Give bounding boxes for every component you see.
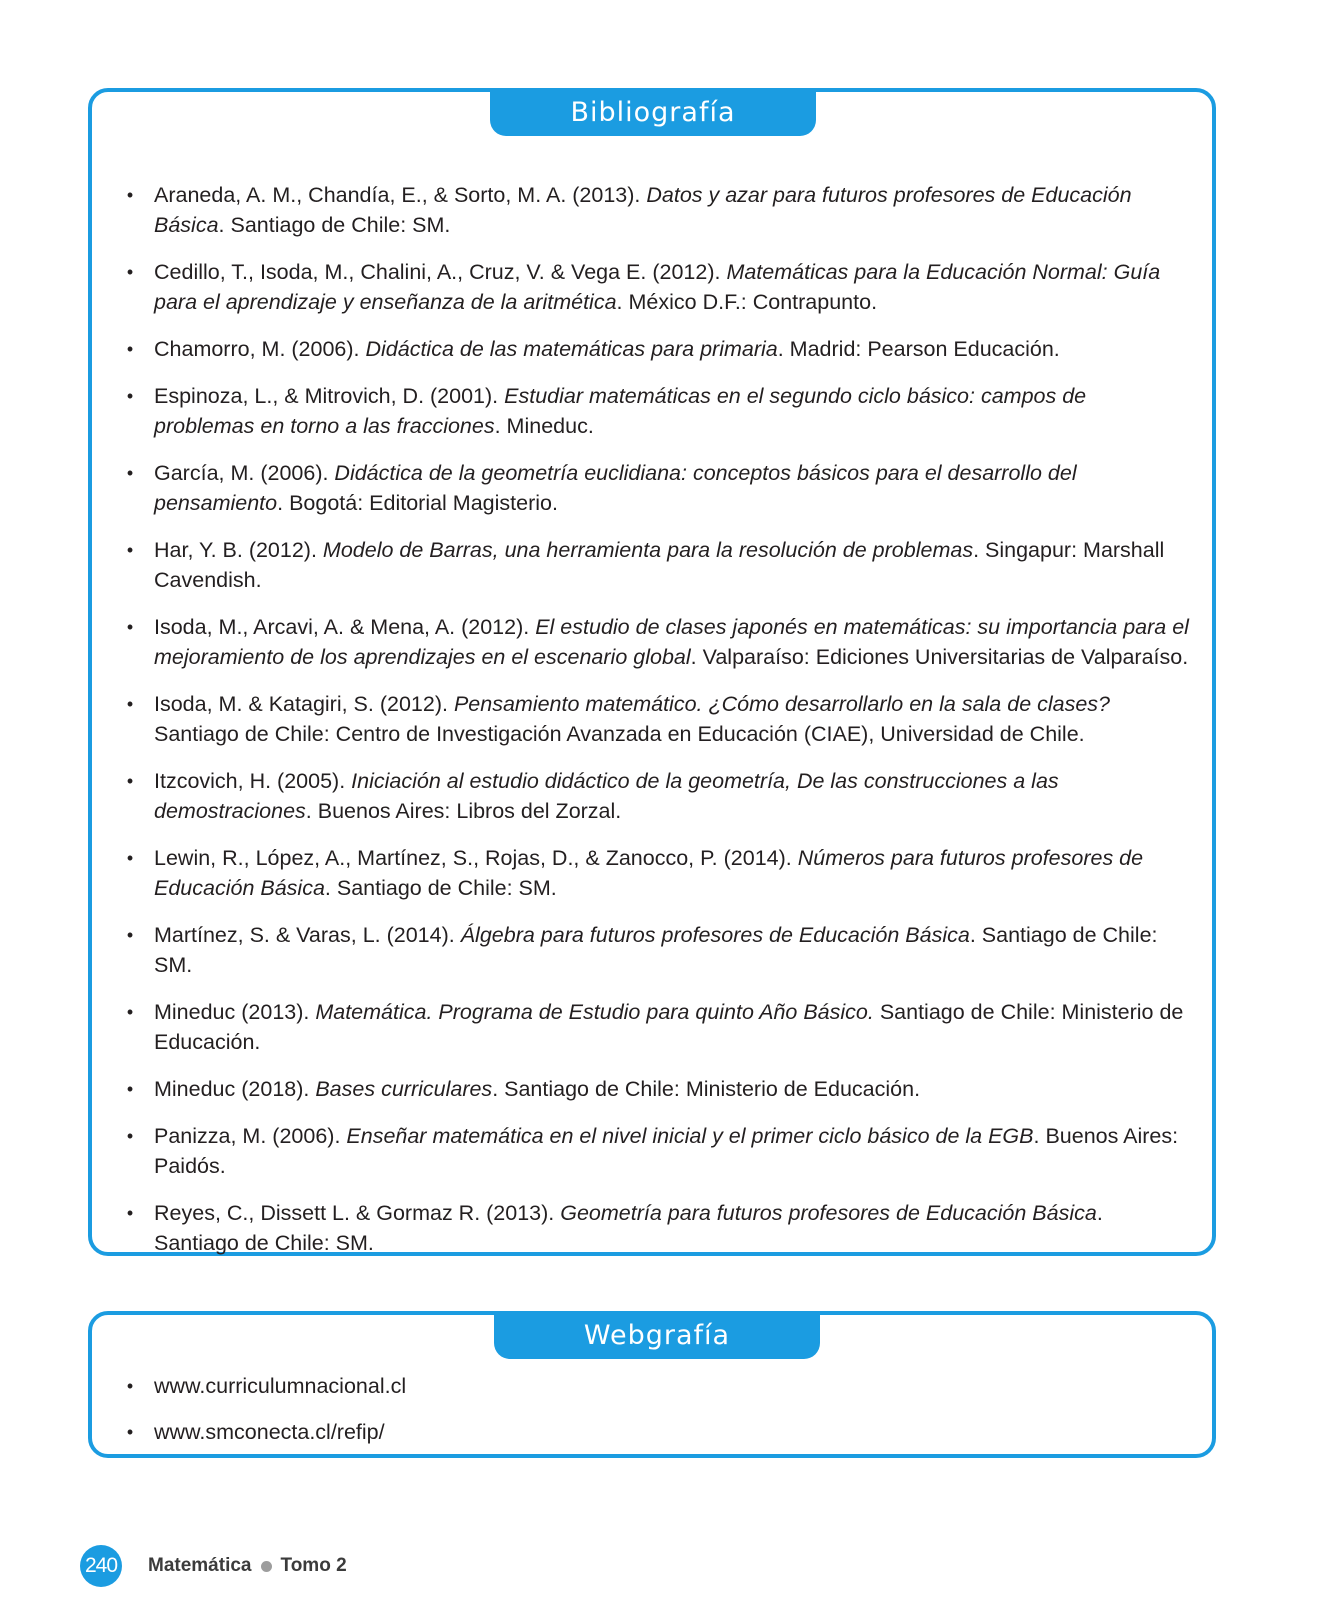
- bibliography-item: [120, 381, 1190, 441]
- reference-publisher: Santiago de Chile: Centro de Investigación Avanzada en Educación (CIAE), Universidad de Chile.: [154, 722, 1085, 746]
- page-number: 240: [80, 1545, 122, 1587]
- webography-title: Webgrafía: [494, 1311, 820, 1359]
- bibliography-item: [120, 766, 1190, 826]
- reference-authors: Espinoza, L., & Mitrovich, D. (2001).: [154, 384, 505, 408]
- reference-publisher: . Santiago de Chile: SM.: [218, 213, 451, 237]
- website-link[interactable]: www.curriculumnacional.cl: [154, 1374, 407, 1398]
- bibliography-section: [88, 88, 1216, 1256]
- bibliography-item: [120, 334, 1190, 364]
- separator-dot-icon: [261, 1561, 272, 1572]
- reference-publisher: . Buenos Aires: Libros del Zorzal.: [305, 799, 622, 823]
- bibliography-item: [120, 843, 1190, 903]
- bullet-icon: •: [126, 262, 134, 282]
- bibliography-title: Bibliografía: [490, 88, 816, 136]
- reference-publisher: . Valparaíso: Ediciones Universitarias de Valparaíso.: [690, 645, 1189, 669]
- bibliography-item: [120, 920, 1190, 980]
- bullet-icon: •: [126, 1079, 134, 1099]
- bullet-icon: •: [126, 463, 134, 483]
- webography-item: [120, 1417, 1190, 1447]
- reference-authors: Mineduc (2013).: [154, 1000, 316, 1024]
- reference-authors: Itzcovich, H. (2005).: [154, 769, 352, 793]
- website-link[interactable]: www.smconecta.cl/refip/: [154, 1420, 385, 1444]
- bullet-icon: •: [126, 617, 134, 637]
- bullet-icon: •: [126, 339, 134, 359]
- reference-title: Bases curriculares: [315, 1077, 493, 1101]
- reference-authors: Lewin, R., López, A., Martínez, S., Rojas, D., & Zanocco, P. (2014).: [154, 846, 798, 870]
- reference-authors: Panizza, M. (2006).: [154, 1124, 347, 1148]
- reference-publisher: . Bogotá: Editorial Magisterio.: [277, 491, 558, 515]
- bullet-icon: •: [126, 386, 134, 406]
- reference-title: Estudiar matemáticas en el segundo ciclo básico: campos de problemas en torno a las fracciones: [154, 384, 1087, 438]
- reference-publisher: . Madrid: Pearson Educación.: [777, 337, 1060, 361]
- reference-title: Datos y azar para futuros profesores de Educación Básica: [154, 183, 1132, 237]
- webography-list: [120, 1371, 1190, 1463]
- bibliography-item: [120, 612, 1190, 672]
- bibliography-item: [120, 1198, 1190, 1258]
- bullet-icon: •: [126, 1126, 134, 1146]
- reference-authors: García, M. (2006).: [154, 461, 335, 485]
- bullet-icon: •: [126, 540, 134, 560]
- bibliography-list: [120, 180, 1190, 1275]
- bibliography-item: [120, 535, 1190, 595]
- reference-title: Matemáticas para la Educación Normal: Guía para el aprendizaje y enseñanza de la aritmética: [154, 260, 1161, 314]
- bullet-icon: •: [126, 185, 134, 205]
- reference-authors: Reyes, C., Dissett L. & Gormaz R. (2013).: [154, 1201, 561, 1225]
- reference-title: Números para futuros profesores de Educación Básica: [154, 846, 1144, 900]
- bibliography-item: [120, 689, 1190, 749]
- bullet-icon: •: [126, 1422, 134, 1442]
- reference-title: Enseñar matemática en el nivel inicial y el primer ciclo básico de la EGB: [346, 1124, 1034, 1148]
- reference-title: Matemática. Programa de Estudio para quinto Año Básico.: [315, 1000, 874, 1024]
- reference-title: Pensamiento matemático. ¿Cómo desarrollarlo en la sala de clases?: [453, 692, 1111, 716]
- bullet-icon: •: [126, 771, 134, 791]
- reference-publisher: . Buenos Aires: Paidós.: [154, 1124, 1179, 1178]
- reference-title: Geometría para futuros profesores de Educación Básica: [560, 1201, 1097, 1225]
- bibliography-item: [120, 458, 1190, 518]
- reference-publisher: Santiago de Chile: Ministerio de Educación.: [154, 1000, 1184, 1054]
- reference-publisher: . Santiago de Chile: Ministerio de Educación.: [492, 1077, 921, 1101]
- reference-authors: Cedillo, T., Isoda, M., Chalini, A., Cruz, V. & Vega E. (2012).: [154, 260, 727, 284]
- reference-publisher: . Mineduc.: [494, 414, 594, 438]
- bibliography-item: [120, 997, 1190, 1057]
- bullet-icon: •: [126, 694, 134, 714]
- bullet-icon: •: [126, 1002, 134, 1022]
- bullet-icon: •: [126, 1376, 134, 1396]
- reference-authors: Har, Y. B. (2012).: [154, 538, 323, 562]
- bibliography-item: [120, 257, 1190, 317]
- bullet-icon: •: [126, 1203, 134, 1223]
- bullet-icon: •: [126, 848, 134, 868]
- reference-title: Álgebra para futuros profesores de Educación Básica: [460, 923, 970, 947]
- reference-title: Iniciación al estudio didáctico de la geometría, De las construcciones a las demostraciones: [154, 769, 1059, 823]
- reference-authors: Araneda, A. M., Chandía, E., & Sorto, M. A. (2013).: [154, 183, 647, 207]
- reference-title: Didáctica de las matemáticas para primaria: [365, 337, 778, 361]
- reference-publisher: . Santiago de Chile: SM.: [324, 876, 557, 900]
- footer-subject: Matemática: [148, 1555, 252, 1576]
- reference-authors: Isoda, M., Arcavi, A. & Mena, A. (2012).: [154, 615, 536, 639]
- footer-text: [148, 1555, 347, 1577]
- reference-publisher: . Santiago de Chile: SM.: [154, 1201, 1103, 1255]
- reference-title: Modelo de Barras, una herramienta para la resolución de problemas: [322, 538, 974, 562]
- footer-volume: Tomo 2: [280, 1555, 347, 1576]
- reference-title: El estudio de clases japonés en matemáticas: su importancia para el mejoramiento de los aprendizajes en el escenario global: [154, 615, 1189, 669]
- reference-authors: Chamorro, M. (2006).: [154, 337, 366, 361]
- webography-section: [88, 1311, 1216, 1458]
- bibliography-item: [120, 180, 1190, 240]
- bullet-icon: •: [126, 925, 134, 945]
- reference-title: Didáctica de la geometría euclidiana: conceptos básicos para el desarrollo del pensamiento: [154, 461, 1077, 515]
- page-footer: [80, 1545, 347, 1587]
- reference-publisher: . México D.F.: Contrapunto.: [616, 290, 878, 314]
- reference-publisher: . Santiago de Chile: SM.: [154, 923, 1158, 977]
- webography-item: [120, 1371, 1190, 1401]
- reference-authors: Mineduc (2018).: [154, 1077, 316, 1101]
- bibliography-item: [120, 1121, 1190, 1181]
- bibliography-item: [120, 1074, 1190, 1104]
- reference-authors: Martínez, S. & Varas, L. (2014).: [154, 923, 461, 947]
- reference-publisher: . Singapur: Marshall Cavendish.: [154, 538, 1165, 592]
- reference-authors: Isoda, M. & Katagiri, S. (2012).: [154, 692, 454, 716]
